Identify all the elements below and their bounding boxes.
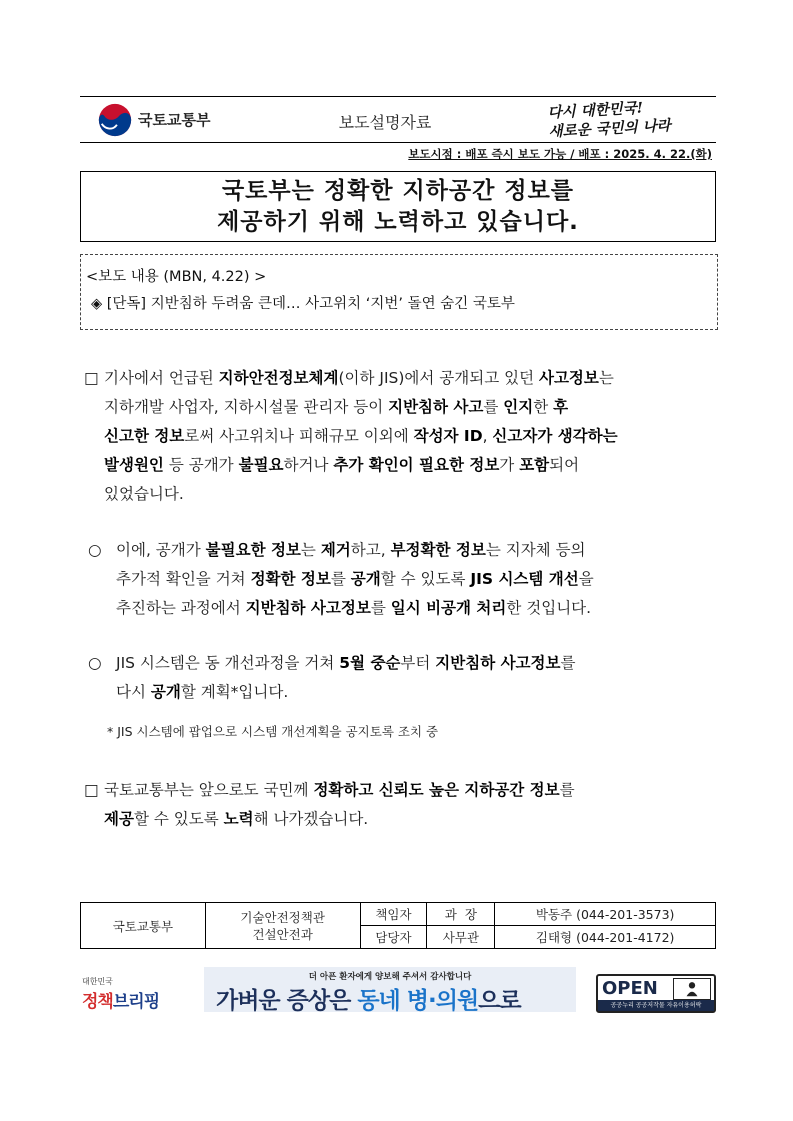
briefing-text: 정책브리핑 [82,992,160,1012]
title-line-1: 국토부는 정확한 지하공간 정보를 [221,178,575,204]
checkbox-marker-icon: □ [84,781,99,799]
attribution-icon [673,978,711,1000]
banner-headline: 가벼운 증상은 동네 병·의원으로 [216,988,521,1014]
slogan-line-2: 새로운 국민의 나라 [548,117,672,141]
diamond-marker-icon: ◈ [91,296,103,312]
footnote: * JIS 시스템에 팝업으로 시스템 개선계획을 공지토록 조치 중 [107,724,439,739]
banner-subtext: 더 아픈 환자에게 양보해 주셔서 감사합니다 [308,972,472,982]
policy-briefing-logo[interactable] [82,976,172,1012]
contact-person: 박동주 (044-201-3573) [495,903,716,926]
contact-dept [205,903,360,949]
contact-person: 김태형 (044-201-4172) [495,926,716,949]
paragraph-1: □ 기사에서 언급된 지하안전정보체계(이하 JIS)에서 공개되고 있던 사고정보는 지하개발 사업자, 지하시설물 관리자 등이 지반침하 사고를 인지한 후 신고한 정보로써 사고위치나 피해규모 이외에 작성자 ID, 신고자가 생각하는 발생원인 등 공개가 불필요하거나 추가 확인이 필요한 정보가 포함되어 있었습니다. [84,364,720,509]
table-row [81,903,716,926]
open-subtext: 공공누리 공공저작물 자유이용허락 [598,1000,714,1011]
contact-role: 책임자 [360,903,427,926]
contact-org: 국토교통부 [81,903,206,949]
title-line-2: 제공하기 위해 노력하고 있습니다. [217,209,579,235]
open-license-badge[interactable] [596,974,716,1013]
paragraph-2: ○ 이에, 공개가 불필요한 정보는 제거하고, 부정확한 정보는 지자체 등의 추가적 확인을 거쳐 정확한 정보를 공개할 수 있도록 JIS 시스템 개선을 추진하는 과정에서 지반침하 사고정보를 일시 비공개 처리한 것입니다. [84,536,720,623]
circle-marker-icon: ○ [88,541,102,559]
briefing-small-text: 대한민국 [82,977,113,986]
contact-dept-1: 기술안전정책관 [240,909,325,925]
title-box [80,171,716,242]
contact-table [80,902,716,949]
document-type: 보도설명자료 [338,113,432,132]
campaign-banner[interactable] [204,967,576,1012]
contact-title: 과 장 [427,903,495,926]
open-word: OPEN [602,978,658,999]
circle-marker-icon: ○ [88,654,102,672]
ministry-name: 국토교통부 [138,111,211,129]
news-summary-box [80,254,718,330]
contact-title: 사무관 [427,926,495,949]
contact-dept-2: 건설안전과 [252,926,313,942]
contact-role: 담당자 [360,926,427,949]
checkbox-marker-icon: □ [84,369,99,387]
government-emblem-icon [96,101,134,139]
release-info: 보도시점 : 배포 즉시 보도 가능 / 배포 : 2025. 4. 22.(화) [408,147,712,161]
paragraph-4: □ 국토교통부는 앞으로도 국민께 정확하고 신뢰도 높은 지하공간 정보를 제공할 수 있도록 노력해 나가겠습니다. [84,776,720,834]
news-source: <보도 내용 (MBN, 4.22) > [86,269,267,285]
slogan-line-1: 다시 대한민국! [547,99,644,122]
news-headline: [단독] 지반침하 두려움 큰데… 사고위치 ‘지번’ 돌연 숨긴 국토부 [106,296,515,312]
paragraph-3: ○ JIS 시스템은 동 개선과정을 거쳐 5월 중순부터 지반침하 사고정보를 다시 공개할 계획*입니다. [84,649,720,707]
